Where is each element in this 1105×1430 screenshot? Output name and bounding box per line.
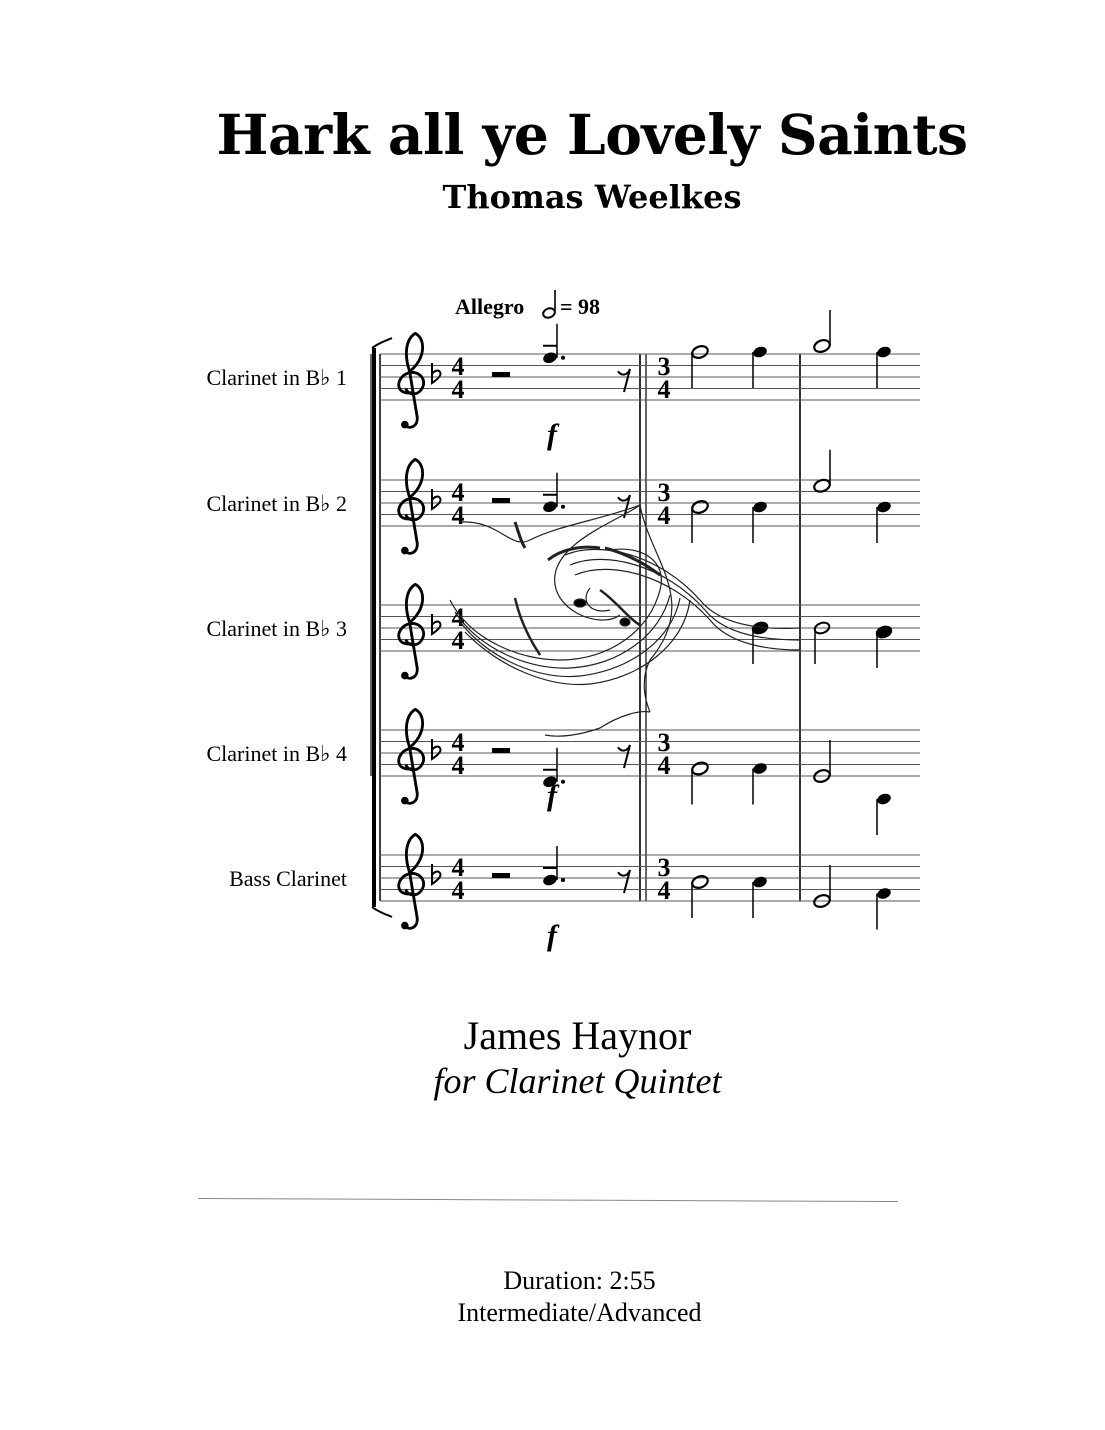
- dynamic-marking: f: [547, 919, 557, 952]
- treble-clef-icon: [399, 834, 424, 929]
- quarter-note-head: [876, 886, 893, 900]
- half-note-icon: [542, 290, 556, 319]
- time-signature-top: 4: [451, 603, 465, 632]
- quarter-note-head: [752, 500, 769, 514]
- time-signature-bottom: 4: [657, 751, 671, 780]
- time-signature-bottom: 4: [451, 375, 465, 404]
- swirl-distortion: [450, 505, 800, 736]
- half-note-head: [691, 874, 710, 890]
- time-signature-top: 4: [451, 352, 465, 381]
- augmentation-dot: [561, 356, 565, 360]
- instrumentation-subtitle: for Clarinet Quintet: [433, 1061, 722, 1101]
- instrument-name: Clarinet in B♭ 4: [206, 741, 347, 766]
- time-signature-bottom: 4: [451, 876, 465, 905]
- quarter-note-head: [752, 761, 769, 775]
- arranger-name: James Haynor: [463, 1013, 692, 1058]
- time-signature-bottom: 4: [657, 876, 671, 905]
- dynamic-marking: f: [547, 418, 557, 451]
- half-rest-icon: [492, 748, 510, 753]
- time-signature-top: 3: [657, 352, 671, 381]
- treble-clef-icon: [399, 333, 424, 428]
- half-note-head: [691, 499, 710, 515]
- time-signature-top: 4: [451, 478, 465, 507]
- instrument-name: Clarinet in B♭ 3: [206, 616, 347, 641]
- note-head: [542, 351, 559, 365]
- time-signature-top: 3: [657, 728, 671, 757]
- treble-clef-icon: [399, 709, 424, 804]
- quarter-note-head: [876, 500, 893, 514]
- half-rest-icon: [492, 873, 510, 878]
- quarter-note-head: [752, 875, 769, 889]
- half-rest-icon: [492, 372, 510, 377]
- half-rest-icon: [492, 498, 510, 503]
- quarter-note-head: [876, 792, 893, 806]
- time-signature-top: 4: [451, 853, 465, 882]
- quarter-note-head: [752, 345, 769, 359]
- augmentation-dot: [561, 780, 565, 784]
- quarter-note-head: [876, 345, 893, 359]
- time-signature-top: 4: [451, 728, 465, 757]
- bracket-top: [372, 338, 392, 348]
- dynamic-marking: f: [547, 779, 557, 812]
- time-signature-bottom: 4: [657, 501, 671, 530]
- treble-clef-icon: [399, 584, 424, 679]
- augmentation-dot: [561, 505, 565, 509]
- score-system: [206, 310, 920, 952]
- time-signature-top: 3: [657, 853, 671, 882]
- time-signature-bottom: 4: [451, 501, 465, 530]
- half-note-head: [691, 344, 710, 360]
- time-signature-bottom: 4: [451, 751, 465, 780]
- tempo-value: = 98: [560, 294, 601, 319]
- treble-clef-icon: [399, 459, 424, 554]
- quarter-note-head: [875, 625, 893, 640]
- half-note-head: [813, 338, 832, 354]
- augmentation-dot: [561, 878, 565, 882]
- duration-text: Duration: 2:55: [503, 1266, 656, 1295]
- instrument-name: Clarinet in B♭ 2: [206, 491, 347, 516]
- time-signature-top: 3: [657, 478, 671, 507]
- difficulty-level: Intermediate/Advanced: [457, 1298, 702, 1327]
- time-signature-bottom: 4: [657, 375, 671, 404]
- composer-name: Thomas Weelkes: [442, 178, 742, 216]
- half-note-head: [691, 761, 710, 777]
- note-head: [542, 500, 559, 514]
- bracket-bottom: [372, 907, 392, 917]
- instrument-name: Clarinet in B♭ 1: [206, 365, 347, 390]
- instrument-name: Bass Clarinet: [229, 866, 347, 891]
- note-head: [542, 873, 559, 887]
- tempo-marking: Allegro: [455, 294, 525, 319]
- piece-title: Hark all ye Lovely Saints: [216, 102, 968, 167]
- time-signature-bottom: 4: [451, 626, 465, 655]
